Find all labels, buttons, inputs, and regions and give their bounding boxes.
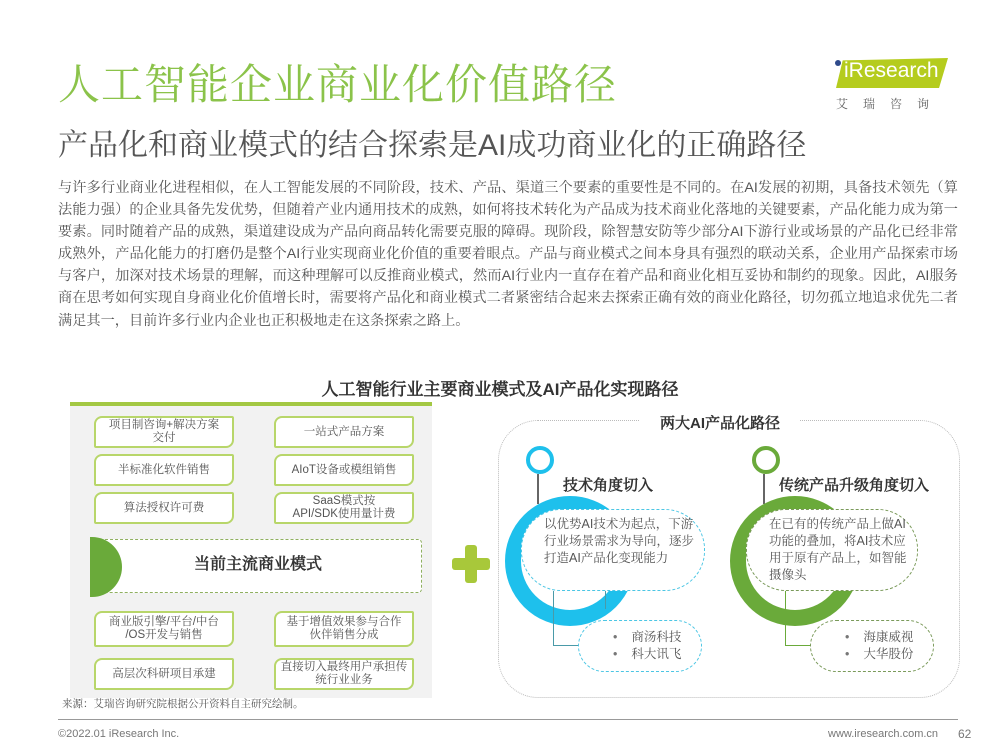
- card-line: 项目制咨询+解决方案: [108, 419, 220, 431]
- company-item: • 科大讯飞: [613, 646, 701, 663]
- card-line: 半标准化软件销售: [118, 463, 210, 476]
- page-title: 人工智能企业商业化价值路径: [58, 61, 618, 108]
- card-line: 交付: [152, 432, 176, 444]
- connector-line: [837, 591, 838, 609]
- logo-dot-icon: [835, 60, 841, 66]
- stem-line: [537, 474, 539, 504]
- company-item: • 海康威视: [845, 629, 933, 646]
- business-model-card: [94, 658, 234, 690]
- footer-divider: [58, 719, 958, 720]
- card-line: 直接切入最终用户承担传: [280, 661, 408, 673]
- card-line: 统行业业务: [315, 674, 373, 686]
- card-line: 一站式产品方案: [303, 425, 385, 438]
- card-line: 商业版引擎/平台/中台: [109, 616, 219, 628]
- stem-line: [763, 474, 765, 504]
- business-model-card: [94, 611, 234, 647]
- productization-title: 两大AI产品化路径: [659, 415, 780, 432]
- copyright: ©2022.01 iResearch Inc.: [58, 728, 180, 740]
- page-number: 62: [958, 727, 972, 741]
- card-line: AIoT设备或模组销售: [291, 463, 397, 476]
- ring-marker-icon: [752, 446, 780, 474]
- diagram-title: 人工智能行业主要商业模式及AI产品化实现路径: [321, 380, 679, 399]
- path-description-tech: 以优势AI技术为起点，下游行业场景需求为导向，逐步打造AI产品化变现能力: [521, 509, 705, 591]
- company-item: • 大华股份: [845, 646, 933, 663]
- card-line: 基于增值效果参与合作: [286, 616, 402, 628]
- business-model-card: [274, 658, 414, 690]
- website-link[interactable]: www.iresearch.com.cn: [828, 728, 939, 740]
- company-item: • 商汤科技: [613, 629, 701, 646]
- path-description-traditional: 在已有的传统产品上做AI功能的叠加，将AI技术应用于原有产品上，如智能摄像头: [746, 509, 918, 591]
- card-line: 伙伴销售分成: [309, 629, 379, 641]
- iresearch-logo: [826, 55, 956, 115]
- business-model-card: [274, 611, 414, 647]
- connector-line: [605, 591, 606, 609]
- ring-marker-icon: [526, 446, 554, 474]
- company-list-tech: [578, 620, 702, 672]
- card-line: /OS开发与销售: [125, 629, 203, 641]
- logo-brand-text: iResearch: [844, 59, 939, 82]
- business-model-card: [274, 454, 414, 486]
- path-title-traditional: 传统产品升级角度切入: [779, 477, 930, 494]
- page-subtitle: 产品化和商业模式的结合探索是AI成功商业化的正确路径: [58, 129, 807, 162]
- plus-icon: [452, 545, 490, 583]
- logo-brand-cn: 艾瑞咨询: [836, 97, 945, 111]
- business-model-card: [94, 492, 234, 524]
- source-note: 来源：艾瑞咨询研究院根据公开资料自主研究绘制。: [62, 698, 304, 710]
- card-line: 算法授权许可费: [123, 501, 205, 514]
- mainstream-label: 当前主流商业模式: [193, 556, 322, 573]
- business-model-card: [94, 416, 234, 448]
- business-model-card: [274, 492, 414, 524]
- path-title-tech: 技术角度切入: [563, 477, 654, 494]
- card-line: 高层次科研项目承建: [112, 667, 216, 680]
- business-model-card: [274, 416, 414, 448]
- business-model-card: [94, 454, 234, 486]
- card-line: SaaS模式按: [312, 495, 376, 507]
- body-paragraph: 与许多行业商业化进程相似，在人工智能发展的不同阶段，技术、产品、渠道三个要素的重要性是不同的。在AI发展的初期，具备技术领先（算法能力强）的企业具备先发优势，但随着产业内通用技术的成熟，如何将技术转化为产品成为技术商业化落地的关键要素，产品化能力成为第一要素。同时随着产品的成熟，渠道建设成为产品向商品转化需要克服的障碍。现阶段，除智慧安防等少部分AI下游行业或场景的产品化已经非常成熟外，产品化能力的打磨仍是整个AI行业实现商业化价值的重要着眼点。产品与商业模式之间本身具有强烈的联动关系，企业用产品探索市场与客户，加深对技术场景的理解，而这种理解可以反推商业模式，然而AI行业内一直存在着产品和商业化相互妥协和制约的现象。因此，AI服务商在思考如何实现自身商业化价值增长时，需要将产品化和商业模式二者紧密结合起来去探索正确有效的商业化路径，切勿孤立地追求优先二者满足其一，目前许多行业内企业也正积极地走在这条探索之路上。: [58, 180, 958, 329]
- card-line: API/SDK使用量计费: [292, 508, 396, 520]
- company-list-traditional: [810, 620, 934, 672]
- business-models-panel: [70, 402, 432, 698]
